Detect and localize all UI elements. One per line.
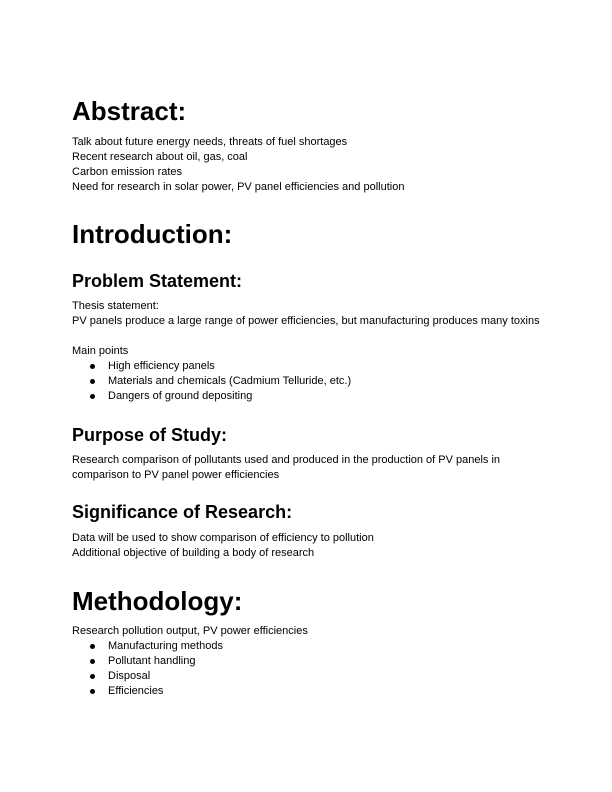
bullet-icon	[90, 644, 95, 649]
list-item-text: Dangers of ground depositing	[108, 390, 253, 402]
bullet-icon	[90, 689, 95, 694]
list-item-text: Materials and chemicals (Cadmium Telluride, etc.)	[108, 375, 352, 387]
abstract-line: Talk about future energy needs, threats of fuel shortages	[72, 136, 348, 148]
significance-body	[72, 531, 552, 561]
purpose-body	[72, 453, 552, 483]
significance-heading: Significance of Research:	[72, 502, 293, 522]
problem-statement-body	[72, 299, 552, 329]
bullet-icon	[90, 364, 95, 369]
thesis-text: PV panels produce a large range of power efficiencies, but manufacturing produces many toxins	[72, 315, 540, 327]
list-item-text: Manufacturing methods	[108, 640, 223, 652]
list-item	[72, 684, 223, 699]
significance-line: Data will be used to show comparison of efficiency to pollution	[72, 532, 374, 544]
abstract-line: Carbon emission rates	[72, 166, 183, 178]
list-item-text: Pollutant handling	[108, 655, 196, 667]
list-item-text: High efficiency panels	[108, 360, 215, 372]
methodology-intro: Research pollution output, PV power efficiencies	[72, 625, 308, 637]
list-item	[72, 669, 223, 684]
purpose-line: comparison to PV panel power efficiencies	[72, 469, 280, 481]
list-item	[72, 639, 223, 654]
introduction-heading: Introduction:	[72, 219, 233, 249]
list-item-text: Efficiencies	[108, 685, 164, 697]
methodology-heading: Methodology:	[72, 586, 243, 616]
purpose-heading: Purpose of Study:	[72, 425, 228, 445]
list-item-text: Disposal	[108, 670, 151, 682]
significance-line: Additional objective of building a body of research	[72, 547, 315, 559]
bullet-icon	[90, 659, 95, 664]
problem-statement-heading: Problem Statement:	[72, 271, 243, 291]
bullet-icon	[90, 379, 95, 384]
thesis-label: Thesis statement:	[72, 300, 159, 312]
abstract-line: Recent research about oil, gas, coal	[72, 151, 248, 163]
bullet-icon	[90, 674, 95, 679]
list-item	[72, 654, 223, 669]
methodology-list	[72, 639, 223, 699]
abstract-body	[72, 135, 552, 195]
purpose-line: Research comparison of pollutants used and produced in the production of PV panels in	[72, 454, 501, 466]
main-points-label: Main points	[72, 345, 129, 357]
bullet-icon	[90, 394, 95, 399]
list-item	[72, 374, 351, 389]
abstract-heading: Abstract:	[72, 96, 187, 126]
main-points-list	[72, 359, 351, 404]
list-item	[72, 359, 351, 374]
list-item	[72, 389, 351, 404]
abstract-line: Need for research in solar power, PV panel efficiencies and pollution	[72, 181, 405, 193]
